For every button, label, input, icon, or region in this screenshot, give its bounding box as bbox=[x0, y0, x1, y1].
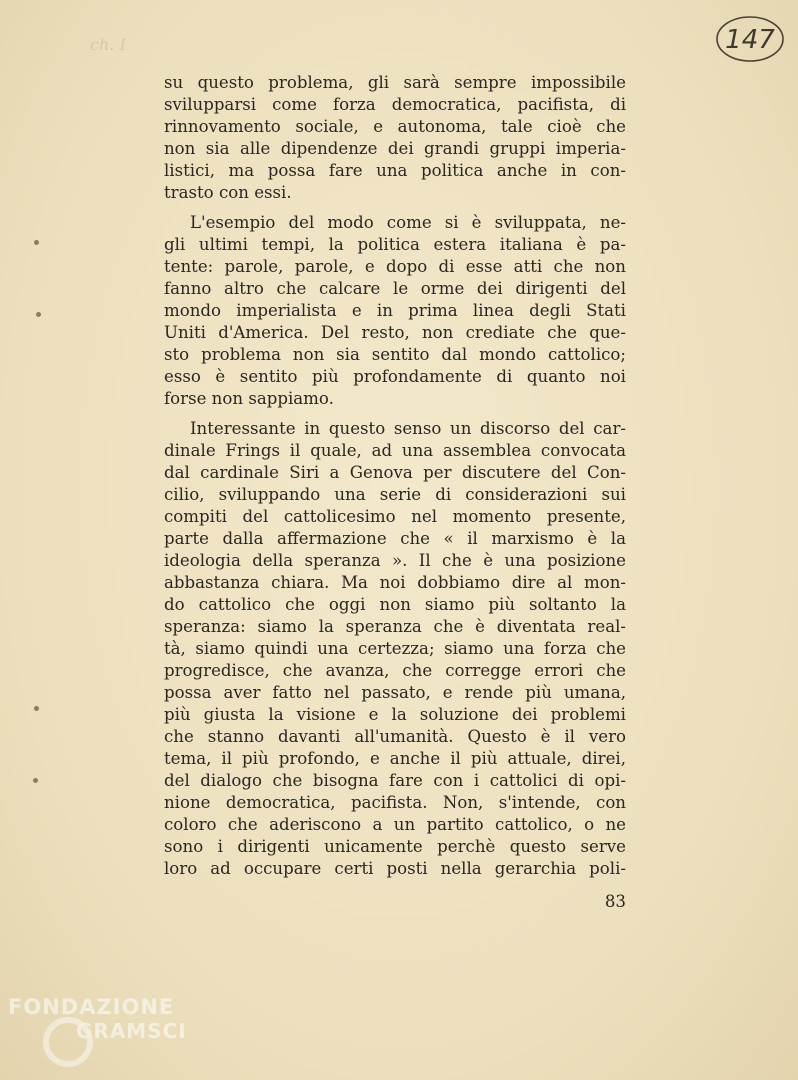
text-line: nione democratica, pacifista. Non, s'intende, con bbox=[164, 793, 626, 812]
text-line: esso è sentito più profondamente di quanto noi bbox=[164, 367, 626, 386]
text-line: sto problema non sia sentito dal mondo cattolico; bbox=[164, 345, 626, 364]
text-line: tema, il più profondo, e anche il più attuale, direi, bbox=[164, 749, 626, 768]
text-line: su questo problema, gli sarà sempre impossibile bbox=[164, 73, 626, 92]
text-line: fanno altro che calcare le orme dei dirigenti del bbox=[164, 279, 626, 298]
archive-number-text: 147 bbox=[725, 25, 775, 55]
margin-mark bbox=[34, 240, 39, 245]
text-line: ideologia della speranza ». Il che è una posizione bbox=[164, 551, 626, 570]
body-text bbox=[164, 72, 626, 880]
text-line: L'esempio del modo come si è sviluppata, ne- bbox=[190, 213, 626, 232]
paragraph-2 bbox=[164, 212, 626, 410]
text-line: cilio, sviluppando una serie di considerazioni sui bbox=[164, 485, 626, 504]
faint-pencil-mark bbox=[88, 32, 158, 56]
paragraph-3 bbox=[164, 418, 626, 880]
text-line: gli ultimi tempi, la politica estera italiana è pa- bbox=[164, 235, 626, 254]
text-line: più giusta la visione e la soluzione dei problemi bbox=[164, 705, 626, 724]
text-line: svilupparsi come forza democratica, pacifista, di bbox=[164, 95, 626, 114]
text-line: listici, ma possa fare una politica anche in con- bbox=[164, 161, 626, 180]
watermark-line-2: GRAMSCI bbox=[76, 1019, 187, 1043]
text-line: Interessante in questo senso un discorso del car- bbox=[190, 419, 626, 438]
text-line: trasto con essi. bbox=[164, 183, 292, 202]
text-line: dal cardinale Siri a Genova per discutere del Con- bbox=[164, 463, 626, 482]
text-line: speranza: siamo la speranza che è diventata real- bbox=[164, 617, 626, 636]
paragraph-1 bbox=[164, 72, 626, 204]
text-line: parte dalla affermazione che « il marxismo è la bbox=[164, 529, 626, 548]
text-line: coloro che aderiscono a un partito cattolico, o ne bbox=[164, 815, 626, 834]
text-line: do cattolico che oggi non siamo più soltanto la bbox=[164, 595, 626, 614]
text-line: compiti del cattolicesimo nel momento presente, bbox=[164, 507, 626, 526]
archive-number-stamp bbox=[714, 12, 786, 66]
watermark-line-1: FONDAZIONE bbox=[8, 995, 175, 1019]
text-line: che stanno davanti all'umanità. Questo è il vero bbox=[164, 727, 626, 746]
text-line: tente: parole, parole, e dopo di esse atti che non bbox=[164, 257, 626, 276]
text-line: forse non sappiamo. bbox=[164, 389, 334, 408]
text-line: loro ad occupare certi posti nella gerarchia poli- bbox=[164, 859, 626, 878]
margin-mark bbox=[33, 778, 38, 783]
text-line: mondo imperialista e in prima linea degli Stati bbox=[164, 301, 626, 320]
margin-mark bbox=[36, 312, 41, 317]
text-line: progredisce, che avanza, che corregge errori che bbox=[164, 661, 626, 680]
text-line: Uniti d'America. Del resto, non crediate che que- bbox=[164, 323, 626, 342]
text-line: abbastanza chiara. Ma noi dobbiamo dire al mon- bbox=[164, 573, 626, 592]
margin-mark bbox=[34, 706, 39, 711]
page-number: 83 bbox=[604, 892, 626, 911]
text-line: tà, siamo quindi una certezza; siamo una forza che bbox=[164, 639, 626, 658]
faint-pencil-mark-text: ch. I bbox=[90, 35, 126, 54]
text-line: sono i dirigenti unicamente perchè questo serve bbox=[164, 837, 626, 856]
text-line: possa aver fatto nel passato, e rende più umana, bbox=[164, 683, 626, 702]
fondazione-gramsci-watermark bbox=[6, 990, 206, 1070]
text-line: rinnovamento sociale, e autonoma, tale cioè che bbox=[164, 117, 626, 136]
text-line: dinale Frings il quale, ad una assemblea convocata bbox=[164, 441, 626, 460]
text-line: del dialogo che bisogna fare con i cattolici di opi- bbox=[164, 771, 626, 790]
text-line: non sia alle dipendenze dei grandi gruppi imperia- bbox=[164, 139, 626, 158]
